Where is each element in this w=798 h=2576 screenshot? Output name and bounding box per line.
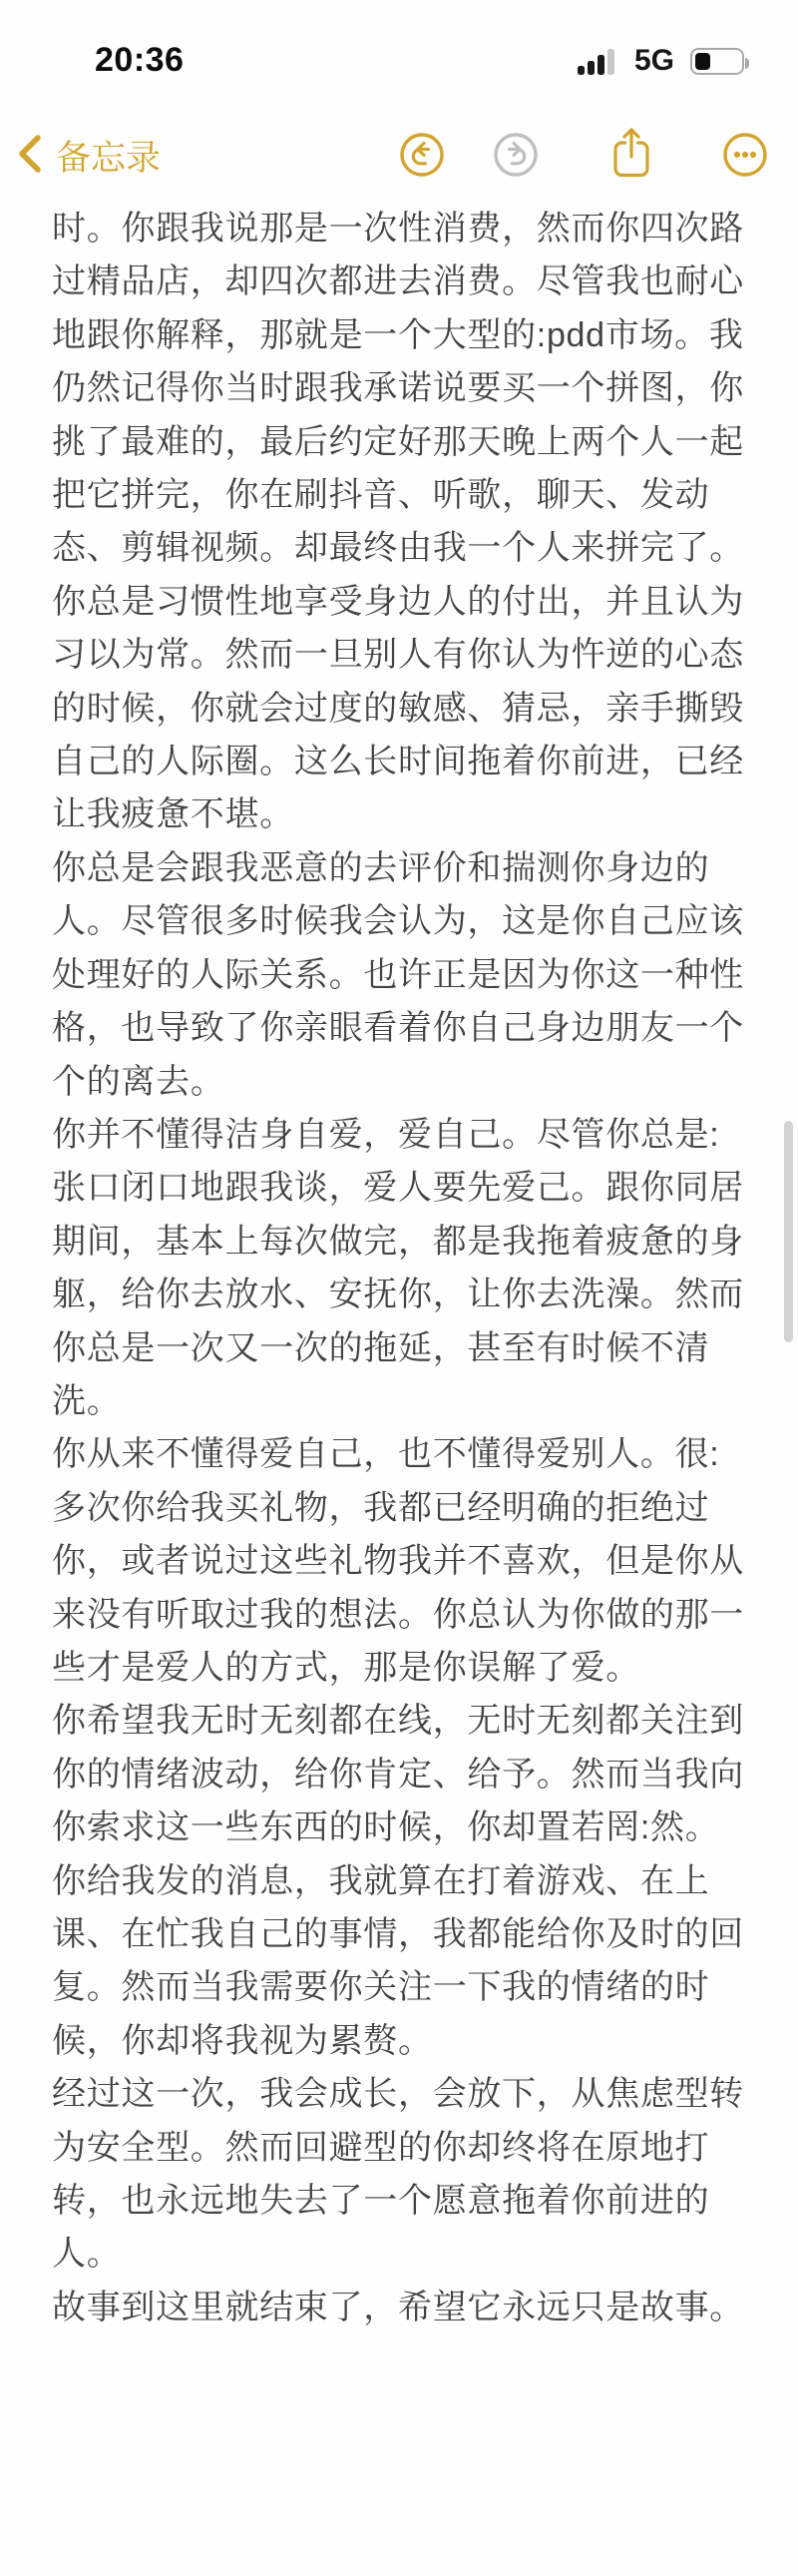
note-text-area[interactable]: [52, 203, 750, 2334]
note-text-line: 你希望我无时无刻都在线，无时无刻都关注到: [52, 1702, 744, 1741]
nav-bar: [0, 115, 798, 200]
note-text-line: 的时候，你就会过度的敏感、猜忌，亲手撕毁: [52, 689, 744, 728]
battery-icon: [690, 48, 744, 75]
note-text-line: 课、在忙我自己的事情，我都能给你及时的回: [52, 1915, 744, 1953]
undo-icon: [399, 165, 445, 182]
status-bar: [0, 0, 798, 115]
note-text-line: 复。然而当我需要你关注一下我的情绪的时: [52, 1968, 710, 2007]
note-text-line: 洗。: [52, 1381, 122, 1420]
note-text-line: 些才是爱人的方式，那是你误解了爱。: [52, 1648, 640, 1687]
note-text-line: 你总是会跟我恶意的去评价和揣测你身边的: [52, 848, 710, 887]
note-text-line: 地跟你解释，那就是一个大型的:pdd市场。我: [52, 315, 744, 354]
note-text-line: 候，你却将我视为累赘。: [52, 2021, 433, 2060]
note-text-line: 把它拼完，你在刷抖音、听歌，聊天、发动: [52, 476, 710, 515]
share-button[interactable]: [608, 126, 654, 187]
chevron-left-icon: [16, 134, 42, 179]
note-text-line: 你总是一次又一次的拖延，甚至有时候不清: [52, 1328, 710, 1367]
note-text-line: 你总是习惯性地享受身边人的付出，并且认为: [52, 582, 744, 621]
note-text-line: 你从来不懂得爱自己，也不懂得爱别人。很:: [52, 1435, 720, 1474]
note-text-line: 故事到这里就结束了，希望它永远只是故事。: [52, 2288, 744, 2326]
more-button[interactable]: [722, 132, 768, 183]
note-text-line: 你并不懂得洁身自爱，爱自己。尽管你总是:: [52, 1115, 720, 1154]
redo-icon: [493, 165, 539, 182]
note-text-line: 为安全型。然而回避型的你却终将在原地打: [52, 2128, 710, 2167]
note-text-line: 自己的人际圈。这么长时间拖着你前进，已经: [52, 743, 744, 781]
note-text-line: 你给我发的消息，我就算在打着游戏、在上: [52, 1861, 710, 1900]
note-text-line: 你，或者说过这些礼物我并不喜欢，但是你从: [52, 1542, 744, 1581]
note-text-line: 经过这一次，我会成长，会放下，从焦虑型转: [52, 2075, 744, 2114]
redo-button[interactable]: [493, 132, 539, 183]
back-button-label: 备忘录: [56, 139, 162, 178]
note-text-line: 人。尽管很多时候我会认为，这是你自己应该: [52, 902, 744, 941]
scrollbar-thumb[interactable]: [784, 1121, 793, 1342]
ellipsis-circle-icon: [722, 165, 768, 182]
note-text-line: 张口闭口地跟我谈，爱人要先爱己。跟你同居: [52, 1169, 744, 1208]
note-text-line: 仍然记得你当时跟我承诺说要买一个拼图，你: [52, 369, 744, 408]
note-text-line: 习以为常。然而一旦别人有你认为忤逆的心态: [52, 636, 744, 675]
status-indicators: [578, 44, 744, 78]
note-text-line: 你索求这一些东西的时候，你却置若罔:然。: [52, 1808, 720, 1847]
note-text-line: 时。你跟我说那是一次性消费，然而你四次路: [52, 210, 744, 248]
note-text-line: 人。: [52, 2235, 122, 2274]
note-text-line: 躯，给你去放水、安抚你，让你去洗澡。然而: [52, 1276, 744, 1314]
note-text-line: 让我疲惫不堪。: [52, 795, 294, 834]
note-text-line: 个的离去。: [52, 1062, 225, 1101]
note-text-line: 格，也导致了你亲眼看着你自己身边朋友一个: [52, 1009, 744, 1048]
note-text-line: 过精品店，却四次都进去消费。尽管我也耐心: [52, 262, 744, 301]
note-text-line: 态、剪辑视频。却最终由我一个人来拼完了。: [52, 529, 744, 568]
note-text-line: 多次你给我买礼物，我都已经明确的拒绝过: [52, 1488, 710, 1527]
note-text-line: 转，也永远地失去了一个愿意拖着你前进的: [52, 2182, 710, 2221]
network-type-label: 5G: [633, 44, 674, 77]
note-text-line: 你的情绪波动，给你肯定、给予。然而当我向: [52, 1755, 744, 1794]
note-text-line: 来没有听取过我的想法。你总认为你做的那一: [52, 1595, 744, 1634]
clock: 20:36: [95, 41, 185, 79]
note-text-line: 挑了最难的，最后约定好那天晚上两个人一起: [52, 422, 744, 461]
cellular-signal-icon: [578, 48, 614, 75]
note-text-line: 处理好的人际关系。也许正是因为你这一种性: [52, 955, 744, 994]
note-text-line: 期间，基本上每次做完，都是我拖着疲惫的身: [52, 1222, 744, 1261]
share-icon: [608, 169, 654, 186]
undo-button[interactable]: [399, 132, 445, 183]
back-button[interactable]: [16, 131, 161, 181]
